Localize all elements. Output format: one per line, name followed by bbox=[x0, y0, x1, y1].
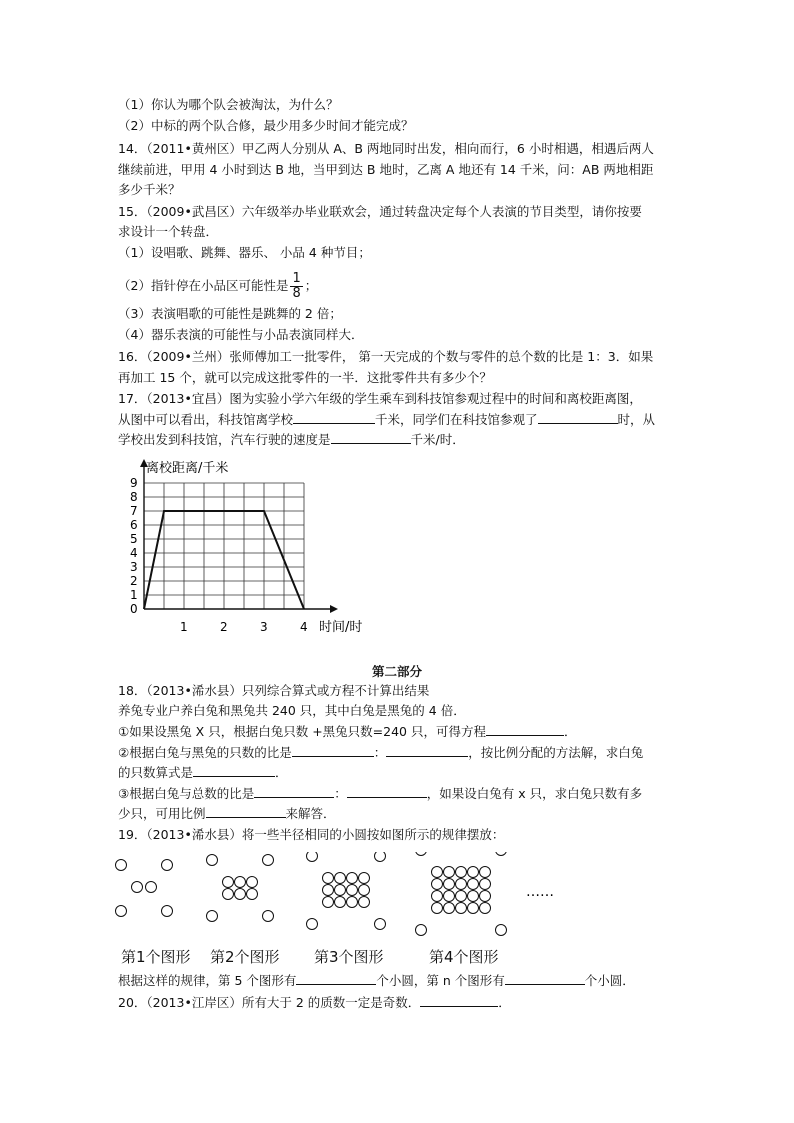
q17-text-b: 千米，同学们在科技馆参观了 bbox=[375, 412, 538, 427]
y-tick-label: 2 bbox=[130, 574, 138, 588]
q17-text-d: 学校出发到科技馆，汽车行驶的速度是 bbox=[118, 432, 331, 447]
q19-text: 个小圆． bbox=[584, 973, 635, 988]
inner-circle bbox=[323, 885, 334, 896]
inner-circle bbox=[247, 877, 258, 888]
q18-line6 bbox=[118, 786, 642, 802]
inner-circle bbox=[444, 879, 455, 890]
corner-circle bbox=[496, 925, 507, 936]
inner-circle bbox=[235, 889, 246, 900]
q17-line2 bbox=[118, 412, 655, 428]
corner-circle bbox=[116, 860, 127, 871]
q15-item2-text: （2）指针停在小品区可能性是 bbox=[118, 278, 289, 293]
q15-line1: 15．（2009•武昌区）六年级举办毕业联欢会，通过转盘决定每个人表演的节目类型，请你按要 bbox=[118, 204, 642, 219]
q18-line7 bbox=[118, 806, 336, 822]
answer-blank-judgement[interactable] bbox=[420, 995, 498, 1007]
q18-text: ①如果设黑兔 X 只，根据白兔只数 +黑兔只数=240 只，可得方程 bbox=[118, 724, 486, 739]
x-tick-label: 2 bbox=[220, 620, 228, 634]
answer-blank-fig5[interactable] bbox=[296, 973, 376, 985]
y-tick-label: 0 bbox=[130, 602, 138, 616]
answer-blank-ratio-b[interactable] bbox=[386, 745, 468, 757]
answer-blank-visit-time[interactable] bbox=[538, 412, 618, 424]
q18-text: 少只，可用比例 bbox=[118, 806, 206, 821]
q18-line3 bbox=[118, 724, 577, 740]
answer-blank-fign[interactable] bbox=[505, 973, 585, 985]
q18-text: ． bbox=[275, 765, 288, 780]
inner-circle bbox=[359, 885, 370, 896]
fraction-numerator: 1 bbox=[292, 271, 301, 286]
inner-circle bbox=[432, 879, 443, 890]
inner-circle bbox=[335, 897, 346, 908]
q14-line3: 多少千米？ bbox=[118, 182, 181, 197]
q14-line2: 继续前进，甲用 4 小时到达 B 地，当甲到达 B 地时，乙离 A 地还有 14 千米，问：AB 两地相距 bbox=[118, 162, 654, 177]
y-tick-label: 6 bbox=[130, 518, 138, 532]
q18-text: ，如果设白兔有 x 只，求白兔只数有多 bbox=[426, 786, 643, 801]
inner-circle bbox=[432, 903, 443, 914]
q17-text-c: 时，从 bbox=[617, 412, 656, 427]
y-tick-label: 8 bbox=[130, 490, 138, 504]
q15-item2-end: ； bbox=[304, 278, 318, 293]
inner-circle bbox=[432, 867, 443, 878]
y-tick-label: 3 bbox=[130, 560, 138, 574]
x-axis-arrow bbox=[330, 605, 338, 613]
answer-blank-ratio-a[interactable] bbox=[292, 745, 374, 757]
q17-text-a: 从图中可以看出，科技馆离学校 bbox=[118, 412, 294, 427]
inner-circle bbox=[323, 873, 334, 884]
q19-text: 根据这样的规律，第 5 个图形有 bbox=[118, 973, 297, 988]
inner-circle bbox=[247, 889, 258, 900]
inner-circle bbox=[444, 891, 455, 902]
q18-line2: 养兔专业户养白兔和黑兔共 240 只，其中白兔是黑兔的 4 倍． bbox=[118, 703, 466, 718]
inner-circle bbox=[223, 877, 234, 888]
corner-circle bbox=[207, 855, 218, 866]
inner-circle bbox=[456, 867, 467, 878]
ellipsis: …… bbox=[526, 884, 554, 900]
y-tick-label: 5 bbox=[130, 532, 138, 546]
corner-circle bbox=[307, 852, 318, 862]
inner-circle bbox=[223, 889, 234, 900]
q15-item1: （1）设唱歌、跳舞、器乐、 小品 4 种节目； bbox=[118, 245, 371, 260]
inner-circle bbox=[468, 903, 479, 914]
corner-circle bbox=[116, 906, 127, 917]
corner-circle bbox=[375, 919, 386, 930]
q16-line2: 再加工 15 个，就可以完成这批零件的一半．这批零件共有多少个？ bbox=[118, 370, 492, 385]
answer-blank-equation[interactable] bbox=[486, 724, 564, 736]
q18-text: ： bbox=[373, 745, 387, 760]
x-tick-label: 3 bbox=[260, 620, 268, 634]
inner-circle bbox=[432, 891, 443, 902]
inner-circle bbox=[456, 903, 467, 914]
x-tick-label: 1 bbox=[180, 620, 188, 634]
inner-circle bbox=[480, 867, 491, 878]
fraction-denominator: 8 bbox=[292, 286, 301, 301]
q13-sub1: （1）你认为哪个队会被淘汰，为什么？ bbox=[118, 97, 339, 112]
inner-circle bbox=[444, 867, 455, 878]
inner-circle bbox=[444, 903, 455, 914]
q18-text: 来解答． bbox=[285, 806, 336, 821]
q18-text: ，按比例分配的方法解，求白兔 bbox=[468, 745, 644, 760]
q14-line1: 14．（2011•黄州区）甲乙两人分别从 A、B 两地同时出发，相向而行，6 小时相遇，相遇后两人 bbox=[118, 141, 654, 156]
q17-line3 bbox=[118, 432, 465, 448]
answer-blank-total-ratio-b[interactable] bbox=[347, 786, 427, 798]
q20-text: 20．（2013•江岸区）所有大于 2 的质数一定是奇数． bbox=[118, 995, 421, 1010]
y-tick-label: 7 bbox=[130, 504, 138, 518]
corner-circle bbox=[307, 919, 318, 930]
fraction bbox=[290, 272, 302, 301]
q18-line5 bbox=[118, 765, 288, 781]
corner-circle bbox=[496, 852, 507, 856]
corner-circle bbox=[263, 911, 274, 922]
inner-circle bbox=[480, 879, 491, 890]
q18-text: 的只数算式是 bbox=[118, 765, 194, 780]
section-title: 第二部分 bbox=[371, 664, 422, 679]
inner-circle bbox=[335, 885, 346, 896]
q15-item4: （4）器乐表演的可能性与小品表演同样大． bbox=[118, 327, 364, 342]
inner-circle bbox=[468, 867, 479, 878]
q18-line4 bbox=[118, 745, 643, 761]
inner-circle bbox=[456, 891, 467, 902]
inner-circle bbox=[468, 891, 479, 902]
figure-caption-4: 第4个图形 bbox=[429, 948, 499, 966]
answer-blank-distance[interactable] bbox=[293, 412, 375, 424]
y-tick-label: 1 bbox=[130, 588, 138, 602]
corner-circle bbox=[162, 860, 173, 871]
q15-item2 bbox=[118, 272, 317, 301]
x-tick-label: 4 bbox=[300, 620, 308, 634]
y-tick-label: 4 bbox=[130, 546, 138, 560]
inner-circle bbox=[347, 885, 358, 896]
y-tick-label: 9 bbox=[130, 476, 138, 490]
corner-circle bbox=[416, 925, 427, 936]
inner-circle bbox=[456, 879, 467, 890]
x-axis-label: 时间/时 bbox=[319, 620, 362, 635]
corner-circle bbox=[375, 852, 386, 862]
inner-circle bbox=[480, 903, 491, 914]
q20-text: ． bbox=[498, 995, 511, 1010]
inner-circle bbox=[480, 891, 491, 902]
corner-circle bbox=[207, 911, 218, 922]
q15-line2: 求设计一个转盘． bbox=[118, 224, 219, 239]
q15-item3: （3）表演唱歌的可能性是跳舞的 2 倍； bbox=[118, 306, 342, 321]
circle-pattern-figures bbox=[112, 852, 582, 942]
inner-circle bbox=[347, 897, 358, 908]
corner-circle bbox=[416, 852, 427, 856]
inner-circle bbox=[359, 897, 370, 908]
corner-circle bbox=[263, 855, 274, 866]
chart-grid bbox=[144, 483, 304, 609]
figure-caption-3: 第3个图形 bbox=[314, 948, 384, 966]
q17-text-e: 千米/时． bbox=[410, 432, 465, 447]
y-axis-label: 离校距离/千米 bbox=[146, 461, 229, 476]
inner-circle bbox=[335, 873, 346, 884]
q19-line1: 19．（2013•浠水县）将一些半径相同的小圆按如图所示的规律摆放： bbox=[118, 827, 505, 842]
q18-text: ： bbox=[334, 786, 347, 801]
answer-blank-total-ratio-a[interactable] bbox=[254, 786, 334, 798]
distance-time-chart bbox=[112, 455, 362, 635]
q19-line2 bbox=[118, 973, 635, 989]
corner-circle bbox=[162, 906, 173, 917]
q19-text: 个小圆，第 n 个图形有 bbox=[376, 973, 505, 988]
figure-caption-2: 第2个图形 bbox=[210, 948, 280, 966]
answer-blank-formula[interactable] bbox=[193, 765, 275, 777]
inner-circle bbox=[323, 897, 334, 908]
inner-circle bbox=[347, 873, 358, 884]
q13-sub2: （2）中标的两个队合修，最少用多少时间才能完成？ bbox=[118, 118, 414, 133]
figure-caption-1: 第1个图形 bbox=[121, 948, 191, 966]
answer-blank-speed[interactable] bbox=[331, 432, 411, 444]
inner-circle bbox=[132, 882, 143, 893]
chart-axes bbox=[140, 459, 338, 613]
q18-text: ②根据白兔与黑兔的只数的比是 bbox=[118, 745, 292, 760]
q18-line1: 18．（2013•浠水县）只列综合算式或方程不计算出结果 bbox=[118, 683, 430, 698]
q18-text: ③根据白兔与总数的比是 bbox=[118, 786, 255, 801]
q16-line1: 16．（2009•兰州）张师傅加工一批零件， 第一天完成的个数与零件的总个数的比是 1：3．如果 bbox=[118, 349, 654, 364]
q18-text: ． bbox=[563, 724, 577, 739]
q17-line1: 17．（2013•宜昌）图为实验小学六年级的学生乘车到科技馆参观过程中的时间和离校距离图， bbox=[118, 391, 642, 406]
q20-line1 bbox=[118, 995, 511, 1011]
inner-circle bbox=[146, 882, 157, 893]
inner-circle bbox=[235, 877, 246, 888]
answer-blank-proportion[interactable] bbox=[206, 806, 286, 818]
inner-circle bbox=[359, 873, 370, 884]
inner-circle bbox=[468, 879, 479, 890]
